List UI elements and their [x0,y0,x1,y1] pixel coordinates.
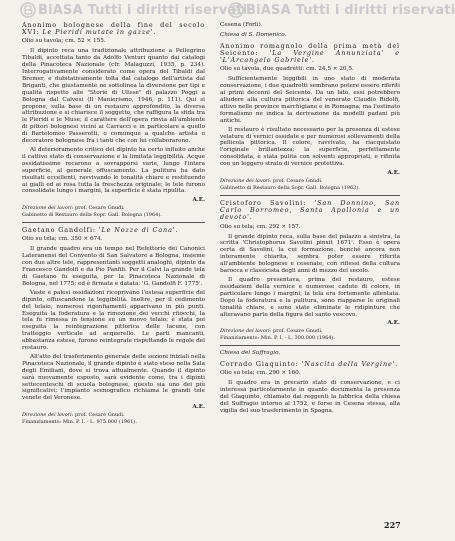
article-paragraph: Il quadro presentava, prima del restauro, estese ossidazioni della vernice e numerose cadute di colore, in particolare lungo i margini; la tela era fortemente allentata. Dopo la foderatura e la pulitura, sono riapparse le originali tonalità chiare, e sono state eliminate le ridipinture che alteravano parte della figura del santo vescovo. [220,276,400,318]
article-title [220,43,400,65]
article-pieridi [22,22,205,218]
article-body [220,234,400,319]
article-paragraph: Il dipinto reca una tradizionale attribuzione a Pellegrino Tibaldi, accettata tanto da Adolfo Venturi quanto dai catalogi della Pinacoteca Nazionale (cfr. Malaguzzi, 1935, p. 234). Interrogativamente considerato come opera del Tibaldi dal Bremer, e dubitativamente tolta dal catalogo dell'artista dal Briganti, che giustamente ne sottolinea la diversione per tipi e qualità rispetto alle "Storie di Ulisse" di palazzo Poggi a Bologna dal Calvesi (Il Manierismo, 1946, p. 111). Qui si propone, sulla base di un restauro approfondito, la diversa attribuzione e si chiarisce il soggetto, che raffigura la sfida tra le Pieridi e le Muse; il carattere dell'opera rinvia all'ambiente di pittori bolognesi vicini ai Carracci e in particolare a quello di Bartolomeo Passerotti, o comunque a qualche artista o decoratore bolognese fra i tanti che con lui collaborarono. [22,48,205,145]
article-body [220,76,400,168]
location-cesena [220,22,400,39]
article-credit-2: Gabinetto di Restauro della Sopr. Gall. Bologna (1963). [220,185,360,192]
biasa-logo-icon [20,2,36,18]
location-suffragio [220,350,400,357]
article-title-work: 'San Donnino, San Carlo Borromeo, Santa Apollonia e un devoto'. [220,199,400,222]
credit-label: Direzione dei lavori: [220,328,272,335]
article-body [22,246,205,402]
watermark-bar [0,0,455,20]
article-signature: A.E. [387,170,400,177]
credit-label: Direzione dei lavori: [22,412,74,419]
article-credit-2: Gabinetto di Restauro della Sopr. Gall. Bologna (1964). [22,212,162,219]
article-credit [220,178,400,184]
article-paragraph: Sufficientemente leggibili in uno stato di moderata conservazione, i due quadretti sembrano potere essere riferiti ai primi decenni del Seicento. Da un lato, essi potrebbero alludere alla cultura pittorica del venerato Claudio Ridolfi, attivo nelle province marchigiane e in Romagna; ma l'ostinato formalismo ne indica la derivazione da modelli padani più antichi. [220,76,400,124]
article-savolini [220,200,400,341]
credit-text: prof. Cesare Gnudi. [273,178,323,185]
credit-label: Direzione dei lavori: [220,178,272,185]
article-paragraph: Il grande dipinto reca, sulla base del palazzo a sinistra, la scritta 'Christophorus Savolini pinxit 1671'. Esso è opera certa di Savolini, la cui formazione, benché ancora non interamente chiarita, sembra poter essere riferita all'ambiente bolognese e cesenate, con riflessi della cultura barocca e classicista degli anni di mezzo del secolo. [220,233,400,275]
article-meta: Olio su tavola, due quadretti: cm. 24,5 × 20,5. [220,66,354,73]
article-title-author: Corrado Giaquinto: [220,360,299,369]
article-credit [22,205,205,211]
article-paragraph: All'atto del trasferimento generale delle sezioni iniziali nella Pinacoteca Nazionale, il grande dipinto è stato steso nella Sala degli Emiliani, dove si trova attualmente. Quando il dipinto sarà nuovamente esposto, sarà evidente come, tra i dipinti settecenteschi di scuola bolognese, questo sia uno dei più significativi; l'impianto scenografico richiama le grandi tele venete del Veronese. [22,353,205,402]
credit-text: prof. Cesare Gnudi. [273,328,323,335]
article-title-work: 'La Vergine Annunziata' e 'L'Arcangelo Gabriele'. [220,49,400,65]
article-paragraph: Al deterioramento critico del dipinto ha certo influito anche il cattivo stato di conservazione e la limitata leggibilità. Acque ossidatissime recarono a sovrapporsi varie, lungo l'intera superficie, al generale offuscamento. La pulitura ha dato risultati eccellenti, ravvivando le tonalità chiare e restituendo ai gialli ed ai rosa tutta la freschezza originale; le tele furono consolidate lungo i margini, la superficie è stata ripulita. [22,147,205,195]
article-title [22,227,205,234]
article-nozze-di-cana [22,227,205,425]
article-paragraph: Vaste e palesi ossidazioni ricoprivano l'estesa superficie del dipinto, offuscandone la leggibilità. Inoltre, per il cedimento del telaio, numerosi rigonfiamenti apparivano in più punti. Eseguita la foderatura e la rimozione dei vecchi ritocchi, la tela fu rimessa in tensione su un nuovo telaio; è stata poi eseguita la reintegrazione pittorica delle lacune, con tratteggio verticale ad acquerello. Le parti mancanti, abbastanza estese, furono reintegrate rispettando le regole del restauro. [22,289,205,352]
article-title [220,361,400,368]
divider [220,345,400,346]
article-signature: A.E. [192,197,205,204]
credit-text: prof. Cesare Gnudi. [75,412,125,419]
article-title [220,200,400,222]
divider [220,195,400,196]
location-subheading: Chiesa del Suffragio. [220,350,281,357]
article-title [22,22,205,36]
credit-text: prof. Cesare Gnudi. [75,205,125,212]
article-giaquinto [220,361,400,415]
article-title-work: 'Le Nozze di Cana'. [98,226,179,235]
page-number: 227 [384,520,401,530]
watermark-text-right: BiASA Tutti i diritti riservati [246,3,455,18]
article-paragraph: Il quadro era in precario stato di conservazione, e ci interessa particolarmente in quanto documenta la presenza del Giaquinto, chiamato dai reggenti la fabbrica della chiesa del Suffragio intorno al 1752, e forse in Cesena stessa, alla vigilia del suo trasferimento in Spagna. [220,380,400,414]
article-title-author: Anonimo romagnolo della prima metà del Seicento: [220,41,400,58]
article-credit-2: Finanziamento: Min. P. I. - L. 300.000 (1964). [220,335,335,342]
article-title-author: Gaetano Gandolfi: [22,226,96,235]
article-body [22,48,205,195]
location-subheading: Chiesa di S. Domenico. [220,31,287,38]
article-signature: A.E. [387,320,400,327]
location-heading: Cesena (Forlì). [220,22,263,28]
article-credit [220,328,400,334]
divider [22,222,205,223]
article-title-work: Le Pieridi mutate in gazze'. [42,28,157,37]
article-meta: Olio su tela; cm. 350 × 674. [22,236,103,243]
article-signature: A.E. [192,404,205,411]
watermark-text-left: BiASA Tutti i diritti riservati [38,3,248,18]
article-paragraph: Il restauro è risultato necessario per la presenza di estese velature di vernici ossidate e per numerosi sollevamenti della pellicola pittorica. Il colore, ravvivato, ha riacquistato l'originale brillantezza; la superficie, perfettamente consolidata, è stata pulita con solventi appropriati, e rifinita con un leggero strato di vernice protettiva. [220,126,400,168]
article-meta: Olio su tela; cm. 292 × 157. [220,223,301,230]
article-paragraph: Il grande quadro era un tempo nel Refettorio dei Canonici Lateranensi del Convento di San Salvatore a Bologna, insieme con due altre tele, rappresentanti soggetti analoghi, dipinte da Francesco Gandolfi e da Pio Panfili. Per il Calvi la grande tela di Gaetano fu eseguita, per la Pinacoteca Nazionale di Bologna, nel 1775; ed è firmata e datata: 'G. Gandolfi F. 1775'. [22,246,205,287]
biasa-logo-icon [228,2,244,18]
credit-label: Direzione dei lavori: [22,205,74,212]
left-column [22,22,205,429]
right-column [220,22,400,419]
article-credit [22,412,205,418]
article-title-author: Anonimo bolognese della fine del secolo XVI: [22,21,205,37]
article-body [220,380,400,415]
article-meta: Olio su tela; cm. 290 × 160. [220,370,301,377]
article-meta: Olio su tavola; cm. 52 × 155. [22,38,106,45]
article-title-author: Cristoforo Savolini: [220,199,307,208]
article-credit-2: Finanziamento: Min. P. I. - L. 975.000 (1961). [22,419,137,426]
article-title-work: 'Nascita della Vergine'. [301,360,399,369]
article-annunziata [220,43,400,191]
